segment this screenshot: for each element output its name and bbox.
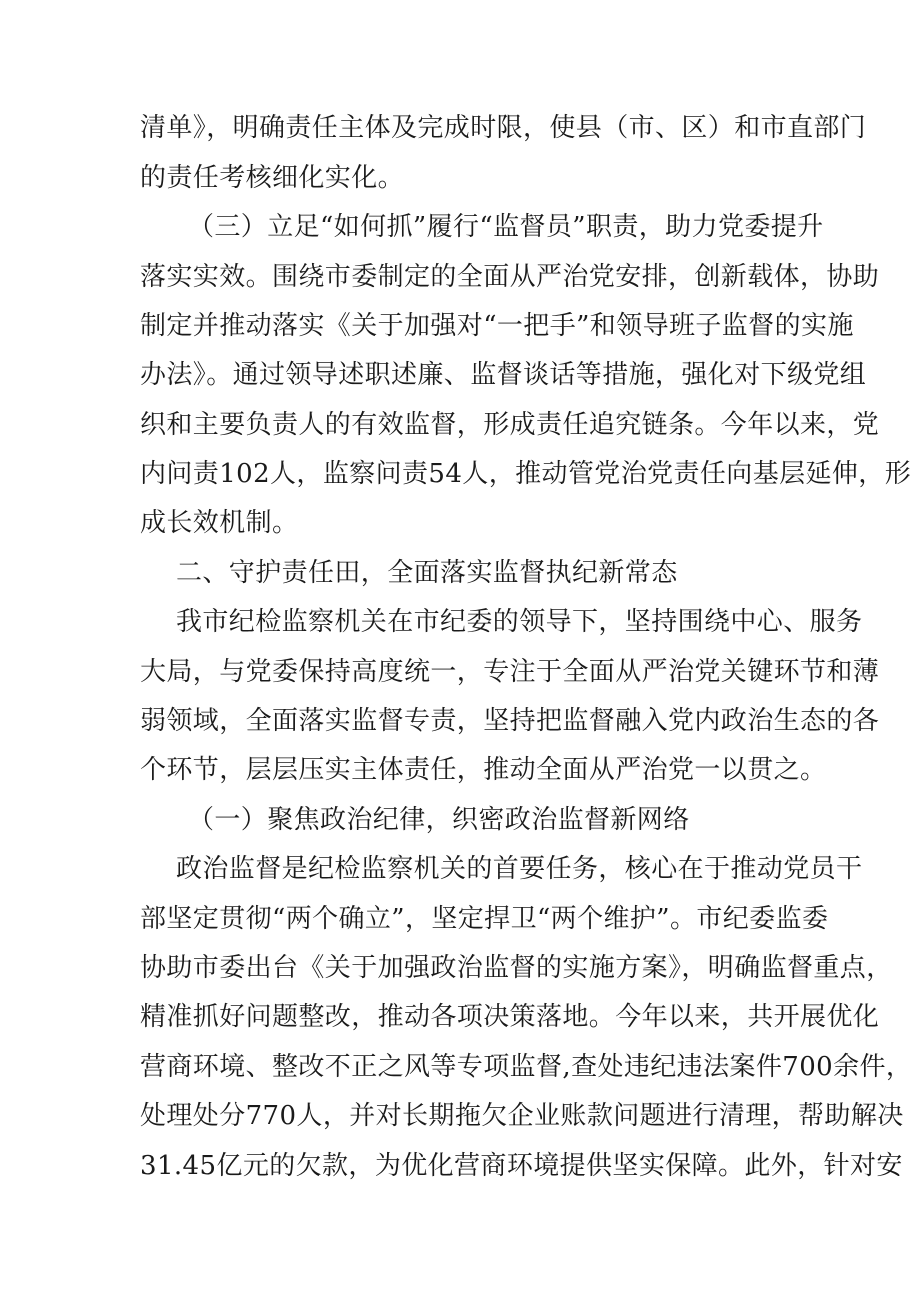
text-line: 的责任考核细化实化。 (140, 163, 405, 193)
text-line: 个环节，层层压实主体责任，推动全面从严治党一以贯之。 (140, 755, 827, 785)
text-line: 31.45亿元的欠款，为优化营商环境提供坚实保障。此外，针对安 (140, 1151, 903, 1181)
section-heading: （三）立足“如何抓”履行“监督员”职责，助力党委提升 (188, 212, 824, 242)
text-line: 办法》。通过领导述职述廉、监督谈话等措施，强化对下级党组 (140, 360, 867, 390)
text-line: 部坚定贯彻“两个确立”，坚定捍卫“两个维护”。市纪委监委 (140, 904, 829, 934)
text-line: 内问责102人，监察问责54人，推动管党治党责任向基层延伸，形 (140, 459, 912, 489)
text-line: 织和主要负责人的有效监督，形成责任追究链条。今年以来，党 (140, 410, 880, 440)
text-line: 协助市委出台《关于加强政治监督的实施方案》，明确监督重点， (140, 953, 893, 983)
text-line: 处理处分770人，并对长期拖欠企业账款问题进行清理，帮助解决 (140, 1101, 904, 1131)
text-line: 弱领域，全面落实监督专责，坚持把监督融入党内政治生态的各 (140, 706, 880, 736)
text-line: 落实实效。围绕市委制定的全面从严治党安排，创新载体，协助 (140, 262, 880, 292)
text-line: 清单》，明确责任主体及完成时限，使县（市、区）和市直部门 (140, 113, 867, 143)
text-line: 制定并推动落实《关于加强对“一把手”和领导班子监督的实施 (140, 311, 854, 341)
text-line: 我市纪检监察机关在市纪委的领导下，坚持围绕中心、服务 (176, 607, 863, 637)
text-line: 成长效机制。 (140, 508, 299, 538)
main-heading: 二、守护责任田，全面落实监督执纪新常态 (176, 558, 678, 588)
text-line: 政治监督是纪检监察机关的首要任务，核心在于推动党员干 (176, 854, 863, 884)
text-line: 大局，与党委保持高度统一，专注于全面从严治党关键环节和薄 (140, 657, 880, 687)
text-line: 精准抓好问题整改，推动各项决策落地。今年以来，共开展优化 (140, 1002, 880, 1032)
section-heading: （一）聚焦政治纪律，织密政治监督新网络 (188, 805, 690, 835)
text-line: 营商环境、整改不正之风等专项监督,查处违纪违法案件700余件， (140, 1052, 913, 1082)
